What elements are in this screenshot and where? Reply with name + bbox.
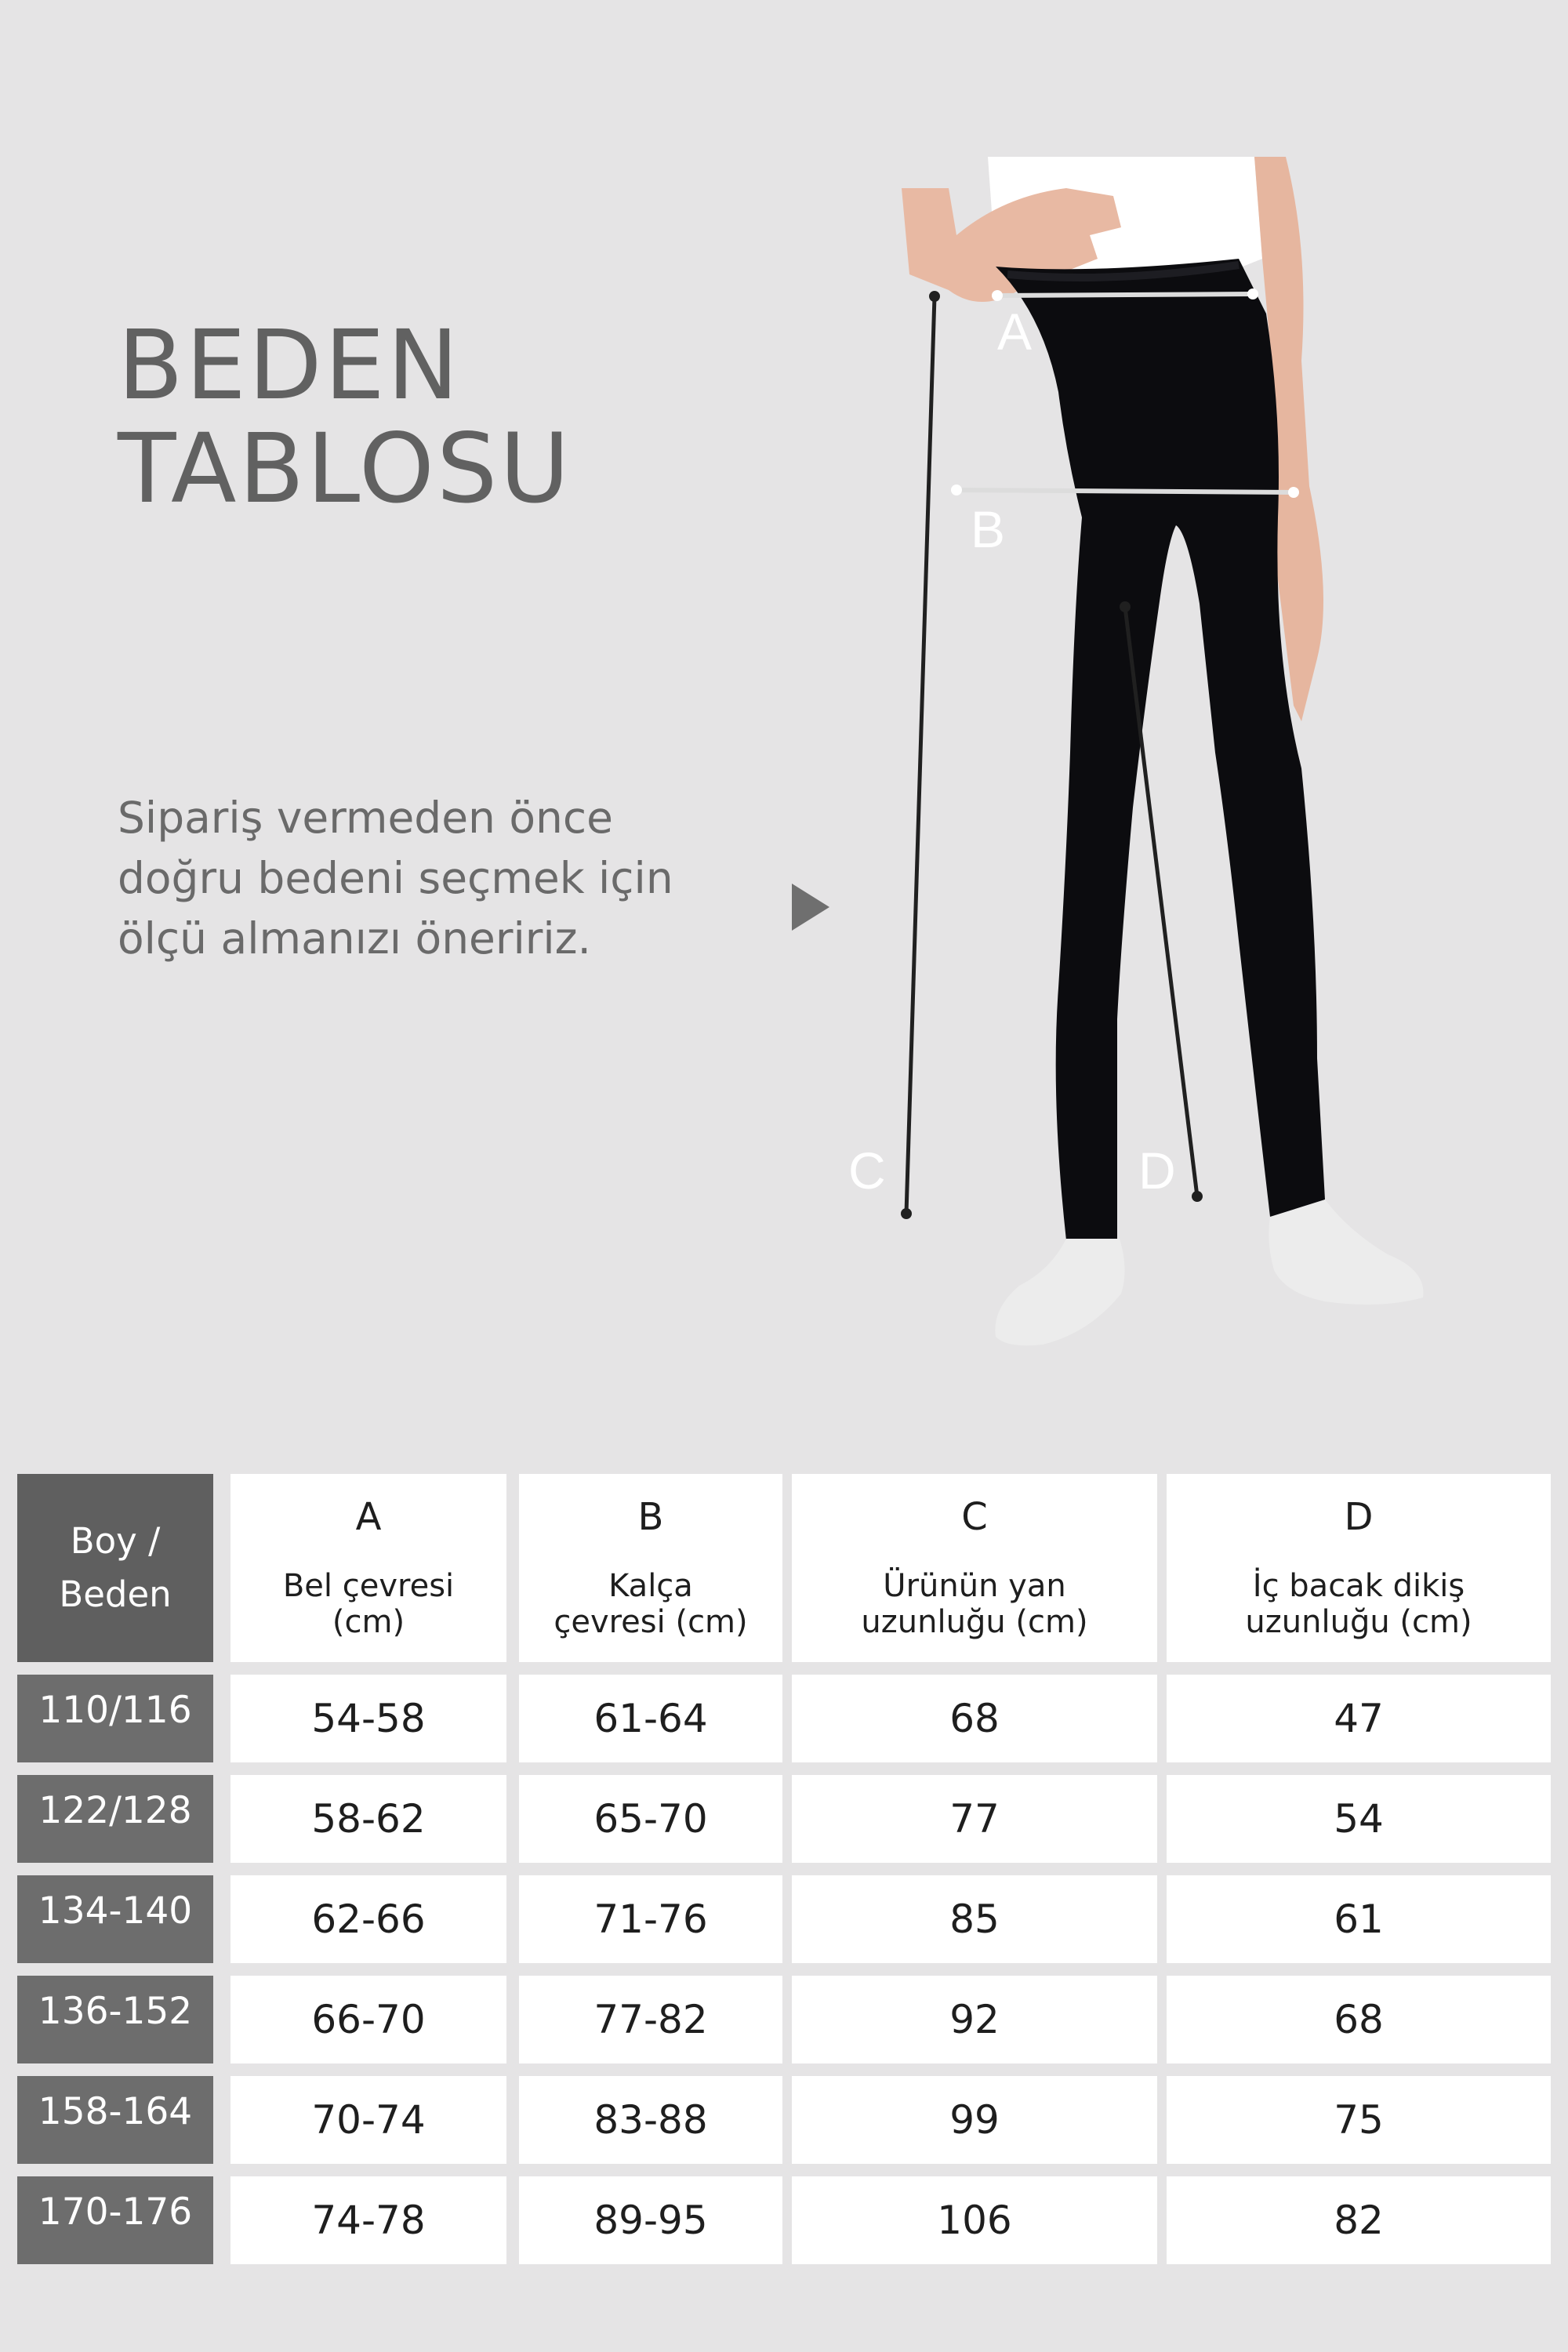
- table-cell-d: 47: [1167, 1675, 1551, 1762]
- row-size-label: 110/116: [17, 1675, 213, 1762]
- table-cell-a: 58-62: [230, 1775, 506, 1863]
- table-cell-d: 61: [1167, 1875, 1551, 1963]
- table-cell-b: 83-88: [519, 2076, 782, 2164]
- column-header-d: [1167, 1474, 1551, 1662]
- column-desc-line-2: uzunluğu (cm): [1245, 1604, 1472, 1640]
- measure-label-d: D: [1138, 1142, 1176, 1200]
- size-column-header-line-2: Beden: [59, 1573, 172, 1615]
- page-title-line-2: TABLOSU: [118, 413, 572, 524]
- column-desc: [1245, 1568, 1472, 1640]
- table-cell-c: 85: [792, 1875, 1157, 1963]
- size-column-header-line-1: Boy /: [70, 1520, 161, 1562]
- row-size-label: 134-140: [17, 1875, 213, 1963]
- column-desc-line-1: Kalça: [608, 1568, 693, 1604]
- row-size-label: 122/128: [17, 1775, 213, 1863]
- column-desc-line-2: çevresi (cm): [554, 1604, 748, 1640]
- table-cell-a: 66-70: [230, 1976, 506, 2063]
- table-cell-b: 77-82: [519, 1976, 782, 2063]
- table-cell-d: 82: [1167, 2176, 1551, 2264]
- measure-label-b: B: [971, 500, 1006, 558]
- table-cell-c: 99: [792, 2076, 1157, 2164]
- column-letter: C: [961, 1495, 988, 1539]
- column-desc-line-1: Ürünün yan: [883, 1568, 1066, 1604]
- intro-line-1: Sipariş vermeden önce: [118, 793, 613, 843]
- row-size-label: 170-176: [17, 2176, 213, 2264]
- table-cell-b: 65-70: [519, 1775, 782, 1863]
- intro-line-2: doğru bedeni seçmek için: [118, 853, 673, 903]
- table-cell-c: 68: [792, 1675, 1157, 1762]
- table-cell-d: 75: [1167, 2076, 1551, 2164]
- column-header-b: [519, 1474, 782, 1662]
- row-size-label: 136-152: [17, 1976, 213, 2063]
- column-header-a: [230, 1474, 506, 1662]
- size-column-header: [17, 1474, 213, 1662]
- table-cell-a: 74-78: [230, 2176, 506, 2264]
- table-cell-c: 106: [792, 2176, 1157, 2264]
- column-header-c: [792, 1474, 1157, 1662]
- table-cell-b: 89-95: [519, 2176, 782, 2264]
- column-letter: A: [355, 1495, 382, 1539]
- column-desc: [861, 1568, 1087, 1640]
- column-desc-line-1: Bel çevresi: [282, 1568, 455, 1604]
- column-desc-line-2: uzunluğu (cm): [861, 1604, 1088, 1640]
- row-size-label: 158-164: [17, 2076, 213, 2164]
- table-cell-d: 54: [1167, 1775, 1551, 1863]
- table-cell-a: 54-58: [230, 1675, 506, 1762]
- table-cell-a: 70-74: [230, 2076, 506, 2164]
- table-cell-b: 71-76: [519, 1875, 782, 1963]
- column-desc: [554, 1568, 747, 1640]
- table-cell-b: 61-64: [519, 1675, 782, 1762]
- table-cell-a: 62-66: [230, 1875, 506, 1963]
- column-desc-line-1: İç bacak dikiş: [1252, 1568, 1465, 1604]
- measure-label-c: C: [848, 1142, 886, 1200]
- table-cell-c: 92: [792, 1976, 1157, 2063]
- table-cell-d: 68: [1167, 1976, 1551, 2063]
- column-letter: B: [637, 1495, 664, 1539]
- column-letter: D: [1344, 1495, 1374, 1539]
- page-title-line-1: BEDEN: [118, 310, 462, 421]
- column-desc-line-2: (cm): [332, 1604, 405, 1640]
- column-desc: [283, 1568, 454, 1640]
- intro-line-3: ölçü almanızı öneririz.: [118, 913, 592, 964]
- measure-label-a: A: [997, 303, 1033, 361]
- table-cell-c: 77: [792, 1775, 1157, 1863]
